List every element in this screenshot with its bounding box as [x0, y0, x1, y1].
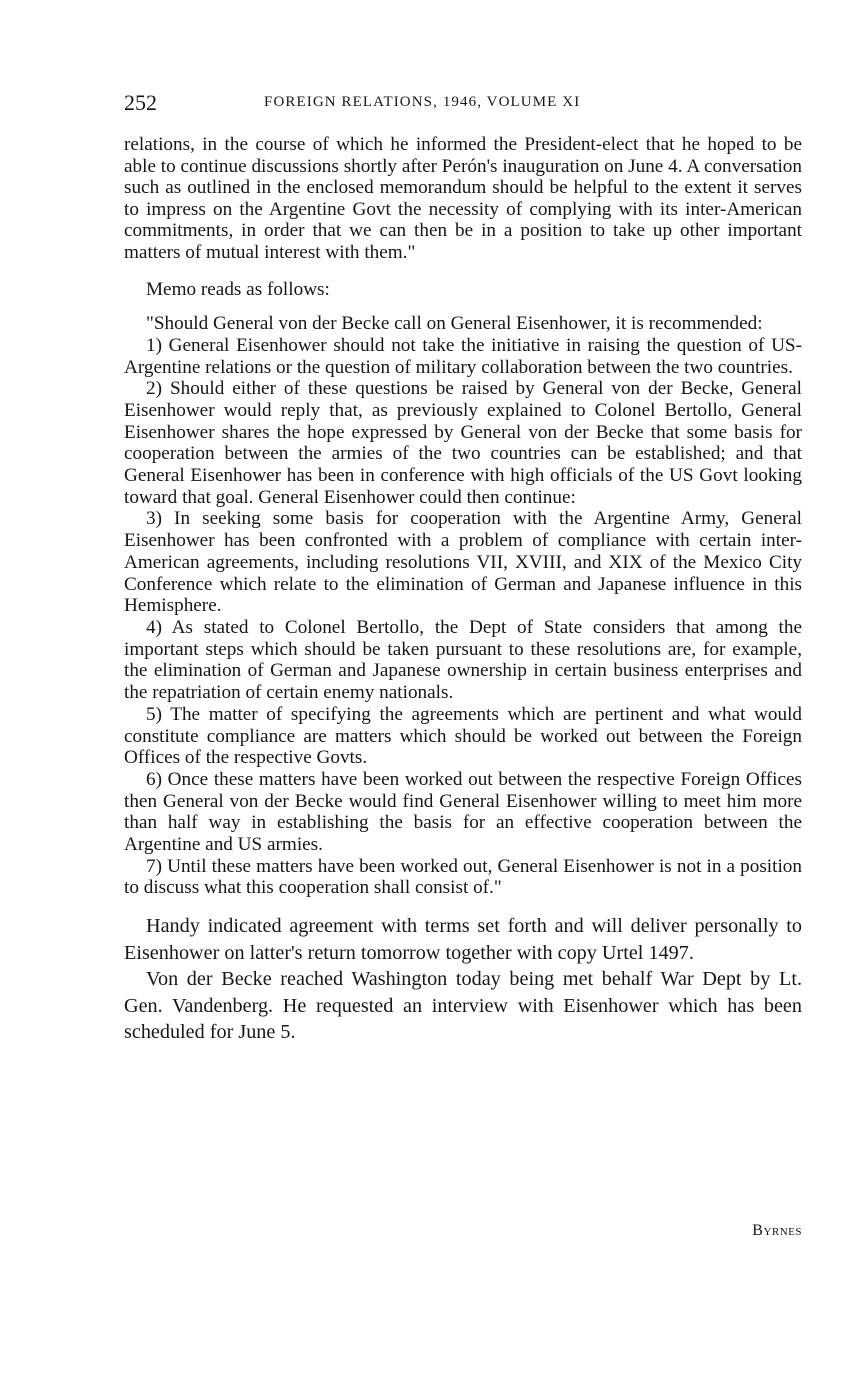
signature: Byrnes: [752, 1222, 802, 1239]
memo-opening: "Should General von der Becke call on General Eisenhower, it is recommended:: [146, 313, 763, 335]
closing-paragraphs: [124, 913, 802, 1046]
page-header: [124, 90, 802, 120]
page-number: 252: [124, 90, 157, 115]
body-text: [124, 134, 802, 1046]
memo-item-2: 2) Should either of these questions be raised by General von der Becke, General Eisenhower would reply that, as previously explained to Colonel Bertollo, General Eisenhower shares the hope expressed by General von der Becke that some basis for cooperation between the armies of the two countries can be established; and that General Eisenhower has been in conference with high officials of the US Govt looking toward that goal. General Eisenhower could then continue:: [124, 378, 802, 508]
running-head: FOREIGN RELATIONS, 1946, VOLUME XI: [264, 94, 581, 110]
memo-item-5: 5) The matter of specifying the agreements which are pertinent and what would constitute compliance are matters which should be worked out between the Foreign Offices of the respective Govts.: [124, 703, 802, 769]
memo-item-7: 7) Until these matters have been worked out, General Eisenhower is not in a position to discuss what this cooperation shall consist of.": [124, 855, 802, 899]
memo-item-1: 1) General Eisenhower should not take the initiative in raising the question of US-Argentine relations or the question of military collaboration between the two countries.: [124, 334, 802, 378]
memo-quote: [124, 313, 802, 899]
memo-item-4: 4) As stated to Colonel Bertollo, the Dept of State considers that among the important steps which should be taken pursuant to these resolutions are, for example, the elimination of German and Japanese ownership in certain business enterprises and the repatriation of certain enemy nationals.: [124, 617, 802, 704]
memo-intro: Memo reads as follows:: [146, 278, 330, 300]
handy-paragraph: Handy indicated agreement with terms set forth and will deliver personally to Eisenhower on latter's return tomorrow together with copy Urtel 1497.: [124, 915, 802, 964]
memo-item-3: 3) In seeking some basis for cooperation with the Argentine Army, General Eisenhower has been confronted with a problem of compliance with certain inter-American agreements, including resolutions VII, XVIII, and XIX of the Mexico City Conference which relate to the elimination of German and Japanese influence in this Hemisphere.: [124, 508, 802, 617]
von-der-becke-paragraph: Von der Becke reached Washington today being met behalf War Dept by Lt. Gen. Vandenberg. He requested an interview with Eisenhower which has been scheduled for June 5.: [124, 968, 802, 1044]
continuation-paragraph: relations, in the course of which he informed the President-elect that he hoped to be able to continue discussions shortly after Perón's inauguration on June 4. A conversation such as outlined in the enclosed memorandum should be helpful to the extent it serves to impress on the Argentine Govt the necessity of complying with its inter-American commitments, in order that we can then be in a position to take up other important matters of mutual interest with them.": [124, 134, 802, 263]
memo-item-6: 6) Once these matters have been worked out between the respective Foreign Offices then General von der Becke would find General Eisenhower willing to meet him more than half way in establishing the basis for an effective cooperation between the Argentine and US armies.: [124, 768, 802, 856]
